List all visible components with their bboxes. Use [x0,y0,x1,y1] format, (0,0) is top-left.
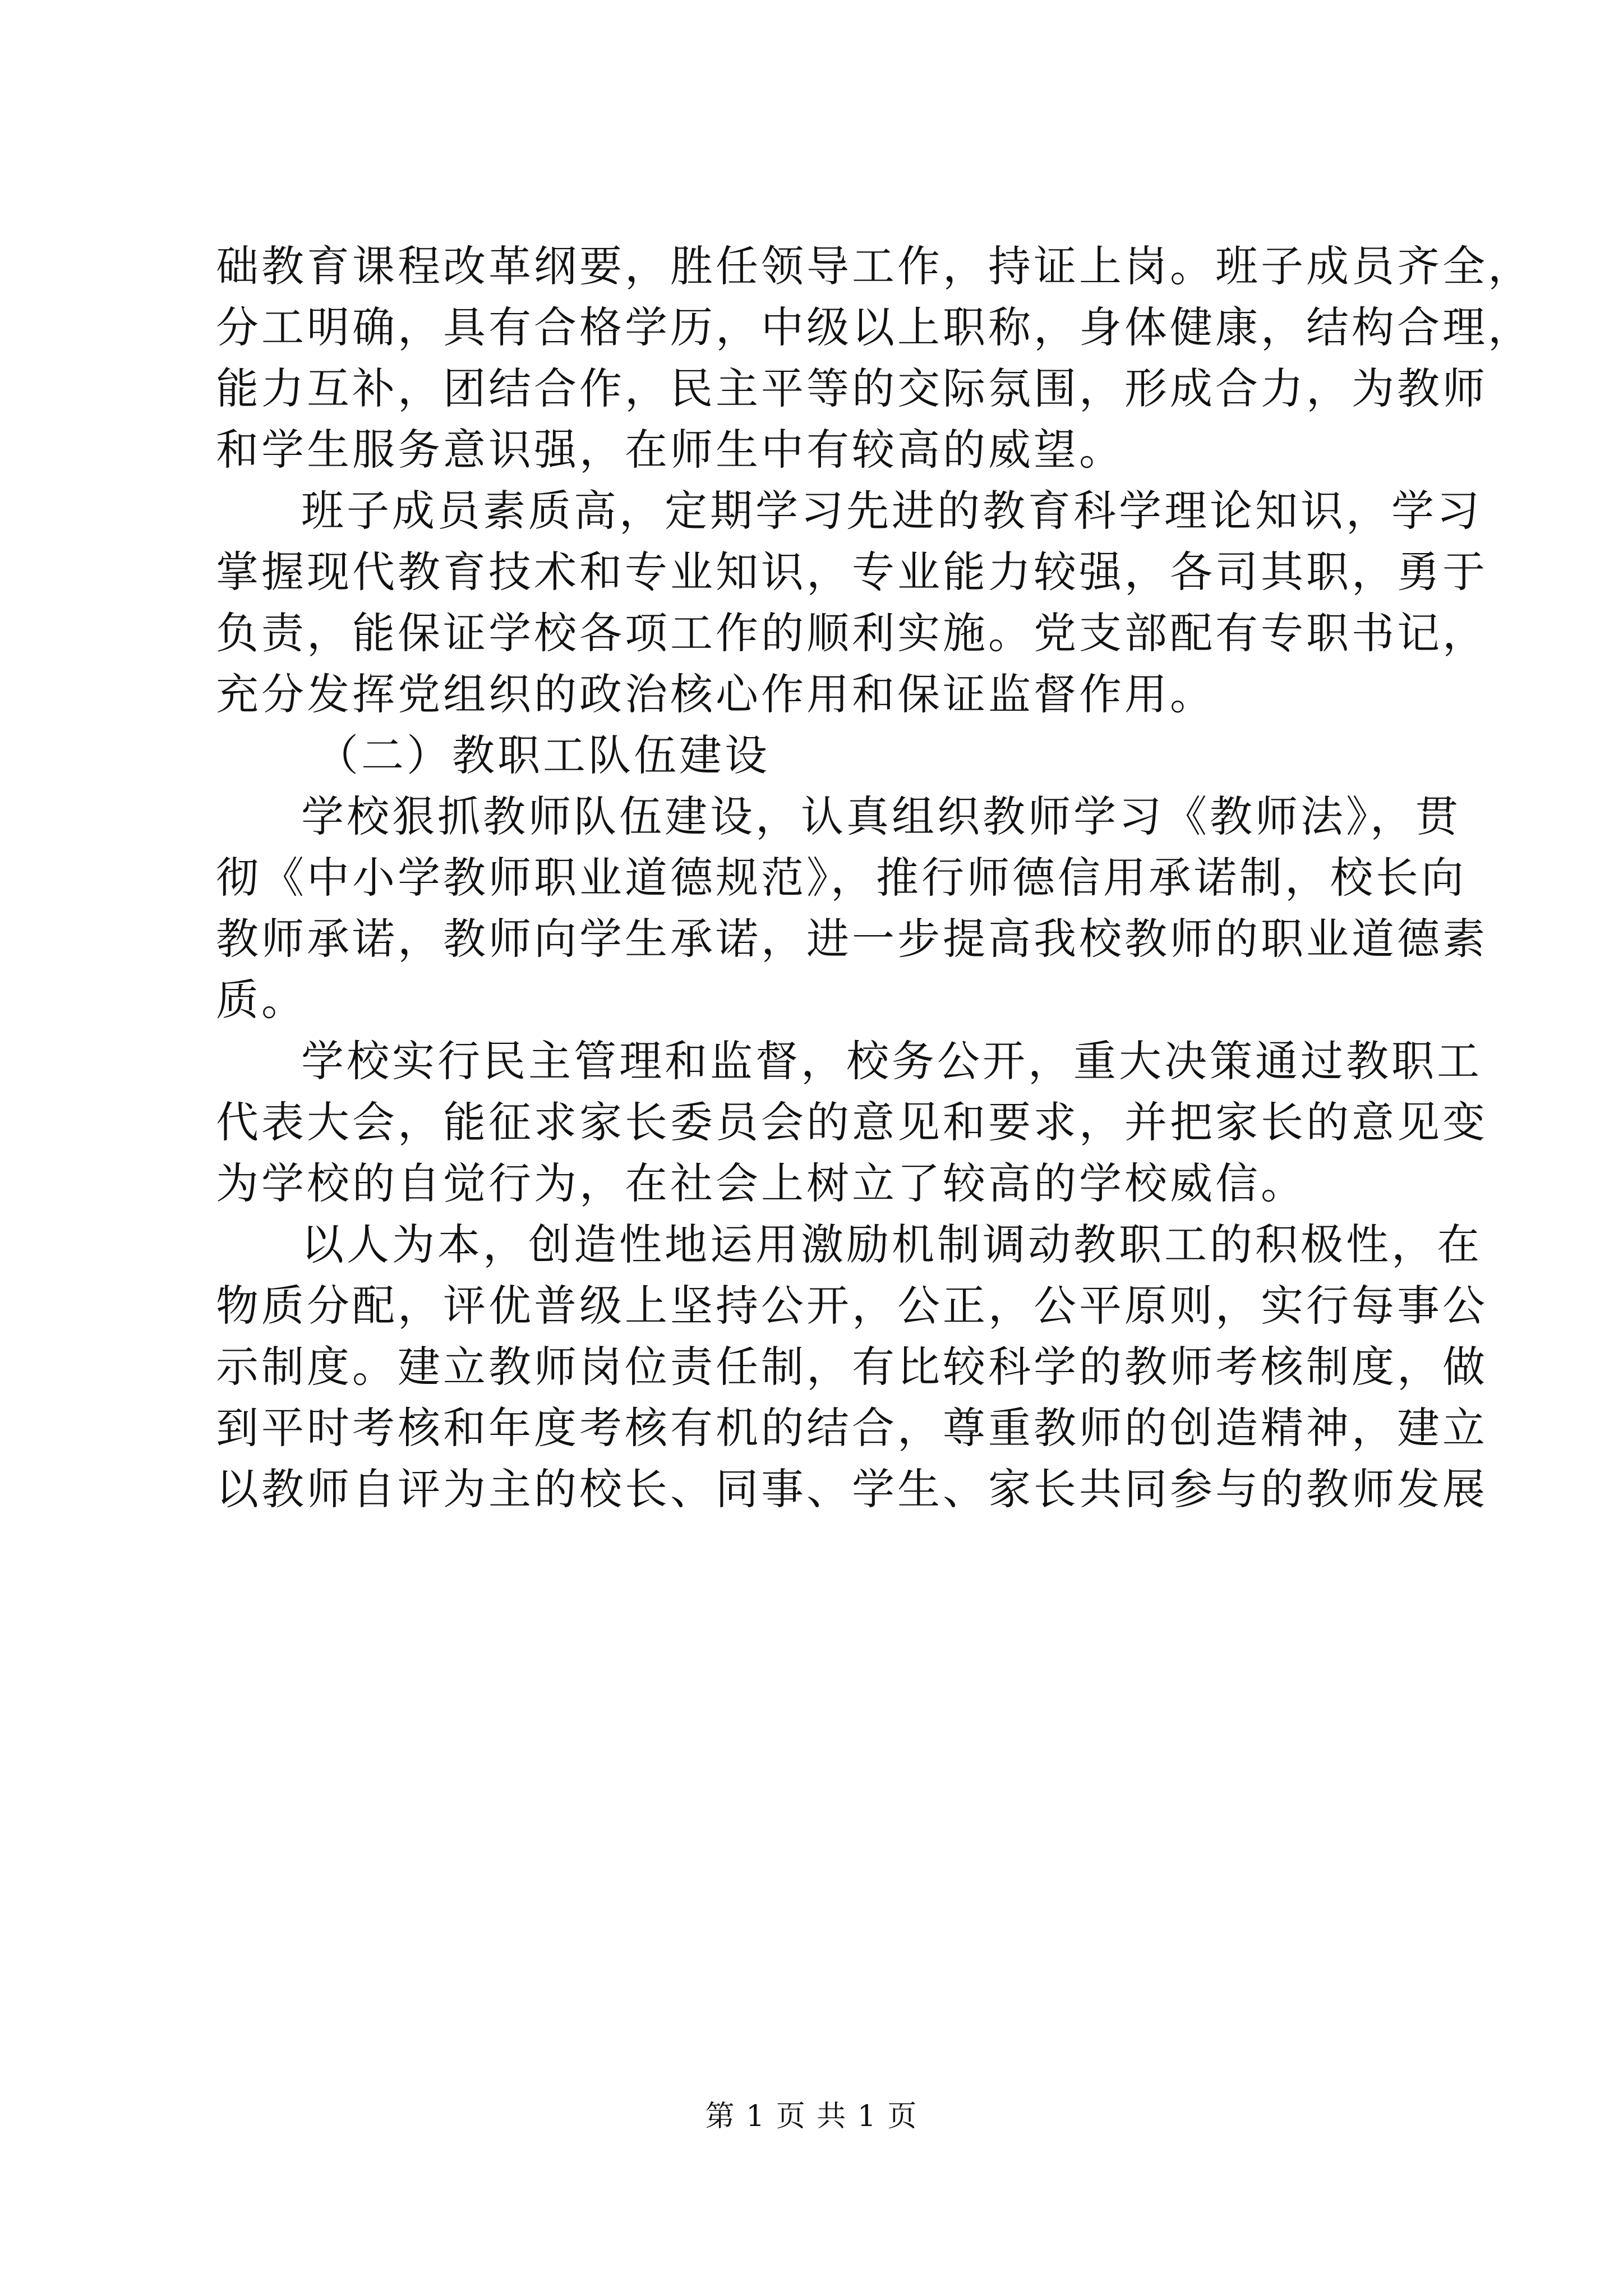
text-line: 以教师自评为主的校长、同事、学生、家长共同参与的教师发展 [216,1464,1488,1514]
paragraph-first-line: 班子成员素质高，定期学习先进的教育科学理论知识，学习 [301,486,1482,536]
text-line: 为学校的自觉行为，在社会上树立了较高的学校威信。 [216,1158,1306,1208]
text-line: 掌握现代教育技术和专业知识，专业能力较强，各司其职，勇于 [216,547,1488,597]
text-line: 到平时考核和年度考核有机的结合，尊重教师的创造精神，建立 [216,1403,1488,1453]
paragraph-first-line: 学校狠抓教师队伍建设，认真组织教师学习《教师法》，贯 [301,792,1461,841]
page-footer: 第 1 页 共 1 页 [705,2100,918,2133]
text-line: 分工明确，具有合格学历，中级以上职称，身体健康，结构合理， [216,302,1533,352]
paragraph-first-line: 以人为本，创造性地运用激励机制调动教职工的积极性，在 [301,1220,1482,1269]
section-heading: （二）教职工队伍建设 [316,730,770,780]
paragraph-first-line: 学校实行民主管理和监督，校务公开，重大决策通过教职工 [301,1036,1482,1086]
text-line: 质。 [216,975,307,1025]
text-line: 充分发挥党组织的政治核心作用和保证监督作用。 [216,669,1215,719]
text-line: 示制度。建立教师岗位责任制，有比较科学的教师考核制度，做 [216,1342,1488,1392]
text-line: 代表大会，能征求家长委员会的意见和要求，并把家长的意见变 [216,1097,1488,1147]
text-line: 彻《中小学教师职业道德规范》，推行师德信用承诺制，校长向 [216,853,1467,903]
text-line: 能力互补，团结合作，民主平等的交际氛围，形成合力，为教师 [216,364,1488,413]
text-line: 物质分配，评优普级上坚持公开，公正，公平原则，实行每事公 [216,1281,1488,1331]
text-line: 负责，能保证学校各项工作的顺利实施。党支部配有专职书记， [216,608,1488,658]
document-body [216,236,1533,1520]
text-line: 教师承诺，教师向学生承诺，进一步提高我校教师的职业道德素 [216,914,1488,964]
text-line: 础教育课程改革纲要，胜任领导工作，持证上岗。班子成员齐全， [216,241,1533,291]
text-line: 和学生服务意识强，在师生中有较高的威望。 [216,425,1124,475]
